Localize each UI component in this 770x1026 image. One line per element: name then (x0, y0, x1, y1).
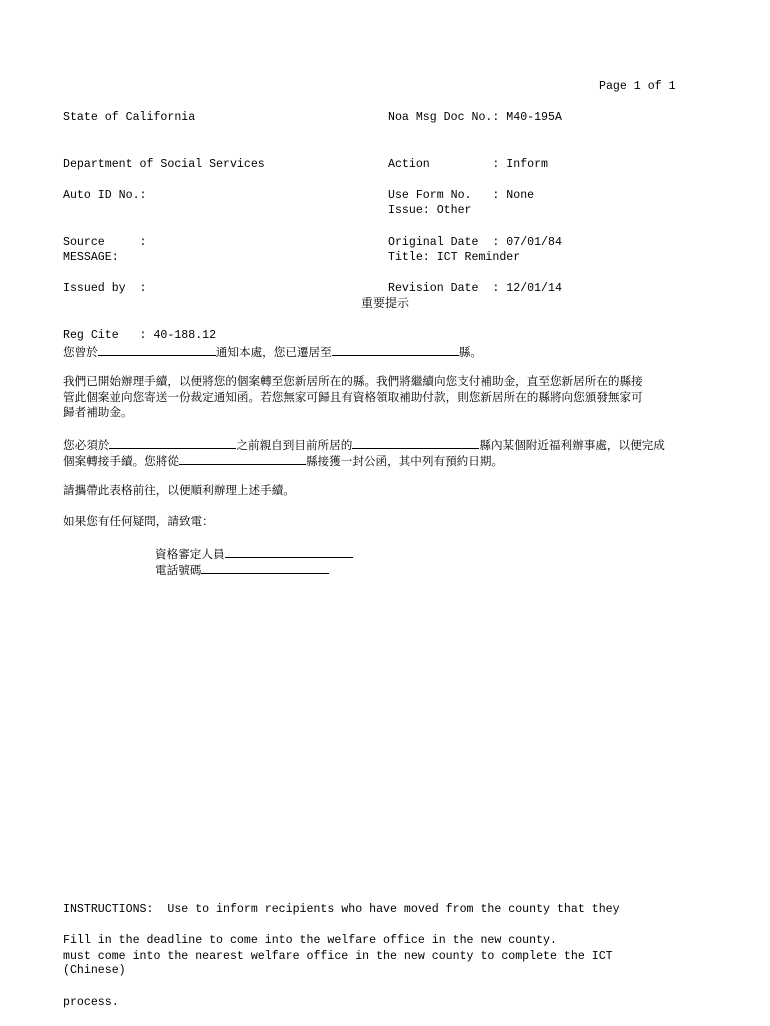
p3-text-e: 縣接獲一封公函，其中列有預約日期。 (305, 453, 504, 468)
department-label: Department of Social Services (63, 157, 265, 171)
original-date-field: Original Date : 07/01/84 (388, 235, 562, 249)
eligibility-worker-label: 資格審定人員 (155, 547, 225, 561)
doc-number: Noa Msg Doc No.: M40-195A (388, 111, 562, 124)
county-letter-blank[interactable] (179, 452, 306, 465)
phone-label: 電話號碼 (155, 562, 202, 577)
p2-line-2: 管此個案並向您寄送一份裁定通知函。若您無家可歸且有資格領取補助付款，則您新居所在的縣將向您頒發無家可 (63, 389, 643, 404)
p3-text-d: 個案轉接手續。您將從 (63, 453, 179, 468)
notice-title: 重要提示 (360, 296, 409, 310)
language-label: (Chinese) (63, 964, 126, 977)
message-label: MESSAGE: (63, 251, 119, 264)
p2-line-3: 歸者補助金。 (63, 405, 133, 419)
reg-cite-field: Reg Cite : 40-188.12 (63, 328, 217, 342)
deadline-blank[interactable] (109, 436, 236, 449)
source-field: Source : (63, 235, 147, 249)
instructions-line-1: INSTRUCTIONS: Use to inform recipients who have moved from the county that they (63, 903, 620, 916)
issued-by-field: Issued by : (63, 282, 147, 295)
eligibility-worker-line (155, 545, 353, 561)
notice-paragraph-2 (63, 374, 713, 421)
issue-field: Issue: Other (388, 204, 472, 217)
phone-line (155, 561, 353, 577)
title-field: Title: ICT Reminder (388, 250, 521, 264)
page-number: Page 1 of 1 (599, 80, 676, 93)
instructions-line-2: must come into the nearest welfare office in the new county to complete the ICT (63, 949, 613, 963)
notice-paragraph-4: 請攜帶此表格前往，以便順利辦理上述手續。 (63, 483, 295, 497)
p3-line-1 (63, 436, 723, 452)
p3-text-c: 縣內某個附近福利辦事處，以便完成 (479, 438, 665, 452)
instructions (63, 871, 620, 1026)
notice-paragraph-1 (63, 343, 482, 361)
use-form-field: Use Form No. : None (388, 189, 535, 202)
p3-text-a: 您必須於 (63, 438, 110, 452)
p3-line-2 (63, 452, 723, 468)
auto-id-field: Auto ID No.: (63, 189, 147, 202)
instructions-line-3: process. (63, 996, 119, 1009)
current-county-blank[interactable] (352, 436, 479, 449)
new-county-blank[interactable] (332, 343, 459, 356)
state-label: State of California (63, 111, 196, 124)
contact-block (155, 545, 353, 576)
notice-paragraph-5: 如果您有任何疑問，請致電： (63, 514, 214, 528)
p1-text-b: 通知本處，您已遷居至 (215, 345, 332, 359)
notice-paragraph-3 (63, 436, 723, 467)
revision-date-field: Revision Date : 12/01/14 (388, 282, 562, 295)
meta-right (388, 157, 562, 312)
fill-in-instruction: Fill in the deadline to come into the welfare office in the new county. (63, 934, 557, 947)
p2-line-1: 我們已開始辦理手續，以便將您的個案轉至您新居所在的縣。我們將繼續向您支付補助金，直至您新居所在的縣接 (63, 374, 643, 388)
eligibility-worker-blank[interactable] (225, 545, 353, 558)
p1-text-a: 您曾於 (63, 345, 98, 359)
action-field: Action : Inform (388, 157, 549, 171)
p1-text-c: 縣。 (458, 345, 482, 359)
date-blank[interactable] (98, 343, 216, 356)
p3-text-b: 之前親自到目前所居的 (236, 438, 353, 452)
phone-blank[interactable] (201, 561, 329, 574)
